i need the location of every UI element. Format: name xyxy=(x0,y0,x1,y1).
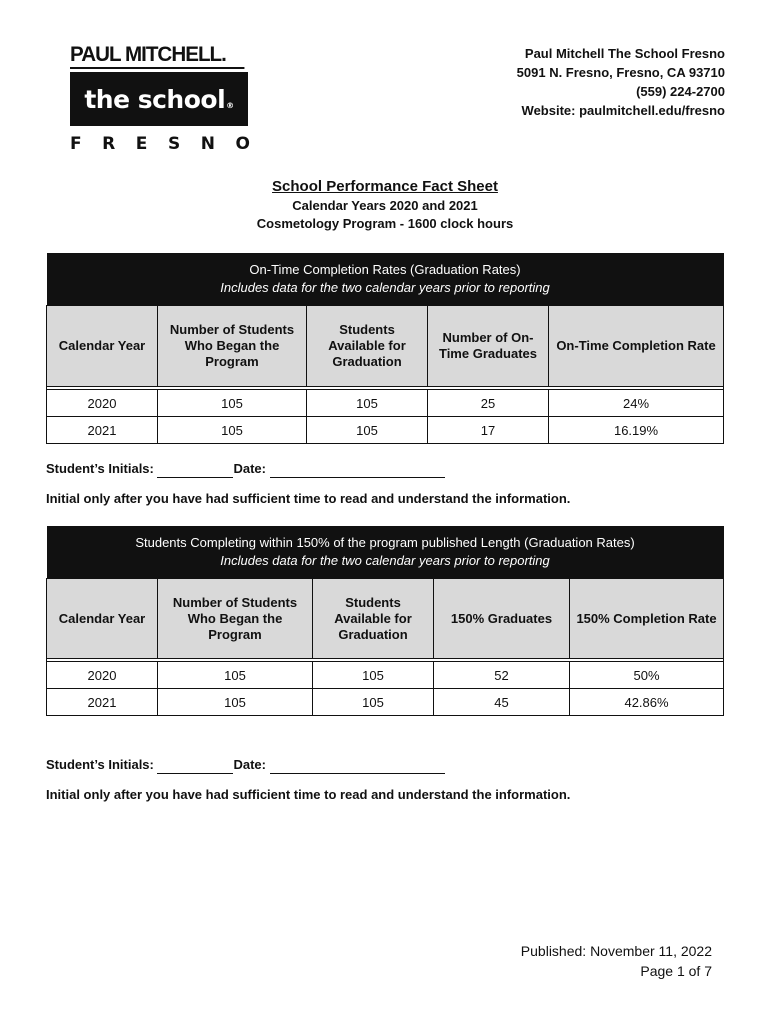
logo-city-letter: E xyxy=(135,134,148,154)
table-cell: 105 xyxy=(158,390,307,417)
table-row xyxy=(47,390,724,417)
initials-input[interactable] xyxy=(157,760,233,774)
table-heading xyxy=(47,253,724,306)
table-heading-title: Students Completing within 150% of the program published Length (Graduation Rates) xyxy=(135,535,635,550)
column-header: Calendar Year xyxy=(47,579,158,659)
subtitle-years: Calendar Years 2020 and 2021 xyxy=(292,198,478,213)
table-cell: 2020 xyxy=(47,390,158,417)
table-row xyxy=(47,689,724,716)
table-heading-subtitle: Includes data for the two calendar years prior to reporting xyxy=(220,280,550,295)
completion-table xyxy=(46,253,723,444)
table-cell: 24% xyxy=(549,390,724,417)
column-header: On-Time Completion Rate xyxy=(549,306,724,387)
initials-input[interactable] xyxy=(157,464,233,478)
column-header: 150% Completion Rate xyxy=(570,579,724,659)
table-cell: 105 xyxy=(158,662,313,689)
logo-city-letter: S xyxy=(167,134,181,154)
table-cell: 2020 xyxy=(47,662,158,689)
page-title: School Performance Fact Sheet xyxy=(272,178,498,195)
footer xyxy=(521,941,712,981)
table-cell: 105 xyxy=(158,417,307,444)
table-heading-title: On-Time Completion Rates (Graduation Rates) xyxy=(249,262,521,277)
column-header: Number of Students Who Began the Program xyxy=(158,306,307,387)
date-label: Date: xyxy=(233,461,266,476)
initials-line xyxy=(46,460,445,478)
table-cell: 45 xyxy=(434,689,570,716)
table-cell: 105 xyxy=(313,662,434,689)
table-cell: 2021 xyxy=(47,689,158,716)
table-heading xyxy=(47,526,724,579)
logo-city-letter: N xyxy=(200,134,215,154)
column-header: Number of Students Who Began the Program xyxy=(158,579,313,659)
logo-school-box xyxy=(70,72,248,126)
contact-website: Website: paulmitchell.edu/fresno xyxy=(521,103,725,118)
table-cell: 52 xyxy=(434,662,570,689)
initial-notice: Initial only after you have had sufficient time to read and understand the information. xyxy=(46,491,571,506)
column-header: 150% Graduates xyxy=(434,579,570,659)
column-header: Calendar Year xyxy=(47,306,158,387)
logo-city xyxy=(70,134,250,154)
table-cell: 42.86% xyxy=(570,689,724,716)
contact-block xyxy=(517,44,725,120)
date-input[interactable] xyxy=(270,464,445,478)
subtitle-program: Cosmetology Program - 1600 clock hours xyxy=(256,216,514,231)
contact-name: Paul Mitchell The School Fresno xyxy=(524,46,725,61)
published-date: Published: November 11, 2022 xyxy=(520,943,712,959)
logo-reg-mark: ® xyxy=(226,100,234,110)
table-row xyxy=(47,417,724,444)
initials-label: Student’s Initials: xyxy=(46,757,154,772)
table-row xyxy=(47,662,724,689)
initial-notice: Initial only after you have had sufficient time to read and understand the information. xyxy=(46,787,571,802)
graduation-150-table-grid xyxy=(46,526,724,716)
table-cell: 105 xyxy=(313,689,434,716)
page-number: Page 1 of 7 xyxy=(640,963,712,979)
column-header: Students Available for Graduation xyxy=(313,579,434,659)
table-cell: 2021 xyxy=(47,417,158,444)
contact-phone: (559) 224-2700 xyxy=(636,84,725,99)
table-cell: 50% xyxy=(570,662,724,689)
logo-city-letter: F xyxy=(70,134,82,154)
school-logo xyxy=(70,44,250,154)
table-cell: 105 xyxy=(307,417,428,444)
initials-line xyxy=(46,756,445,774)
column-header: Number of On-Time Graduates xyxy=(428,306,549,387)
logo-city-letter: O xyxy=(235,134,250,154)
table-cell: 17 xyxy=(428,417,549,444)
table-heading-subtitle: Includes data for the two calendar years prior to reporting xyxy=(220,553,550,568)
logo-brand: PAUL MITCHELL. xyxy=(70,44,244,69)
table-cell: 105 xyxy=(158,689,313,716)
table-cell: 105 xyxy=(307,390,428,417)
table-cell: 16.19% xyxy=(549,417,724,444)
title-block xyxy=(0,177,770,233)
graduation-150-table xyxy=(46,526,723,716)
completion-table-grid xyxy=(46,253,724,444)
date-input[interactable] xyxy=(270,760,445,774)
logo-school-text: the school xyxy=(84,84,226,114)
column-header: Students Available for Graduation xyxy=(307,306,428,387)
initials-label: Student’s Initials: xyxy=(46,461,154,476)
table-cell: 25 xyxy=(428,390,549,417)
contact-address: 5091 N. Fresno, Fresno, CA 93710 xyxy=(516,65,725,80)
date-label: Date: xyxy=(233,757,266,772)
logo-city-letter: R xyxy=(102,134,116,154)
